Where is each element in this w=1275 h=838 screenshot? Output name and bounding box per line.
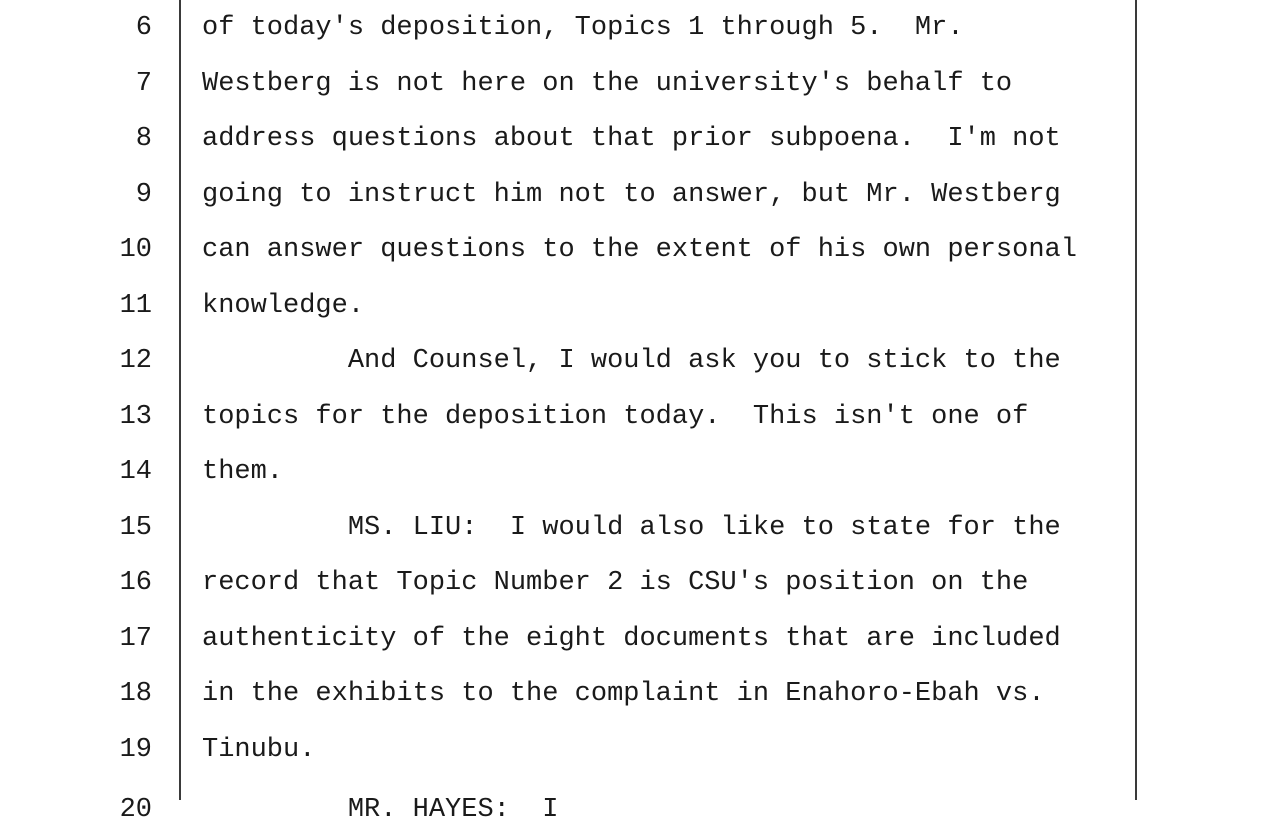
line-text: can answer questions to the extent of his own personal	[202, 235, 1077, 265]
transcript-line	[0, 111, 1275, 167]
line-number: 9	[135, 179, 152, 210]
line-number: 17	[119, 623, 152, 654]
transcript-line-partial	[0, 769, 1275, 825]
line-number: 8	[135, 124, 152, 154]
line-number: 12	[119, 346, 152, 376]
transcript-line	[0, 333, 1275, 389]
line-text: address questions about that prior subpoena. I'm not	[202, 124, 1061, 154]
transcript-line	[0, 611, 1275, 667]
transcript-line	[0, 500, 1275, 556]
line-text: topics for the deposition today. This isn't one of	[202, 401, 1029, 432]
line-text: Westberg is not here on the university's behalf to	[202, 68, 1013, 99]
transcript-line	[0, 0, 1275, 56]
transcript-line	[0, 278, 1275, 334]
line-number: 7	[135, 68, 152, 99]
line-number: 14	[119, 457, 152, 487]
line-text: MS. LIU: I would also like to state for the	[202, 512, 1061, 543]
line-number: 19	[119, 734, 152, 765]
transcript-line	[0, 555, 1275, 611]
line-number: 6	[135, 13, 152, 43]
transcript-line	[0, 444, 1275, 500]
line-number: 11	[119, 290, 152, 321]
line-number: 20	[119, 795, 152, 825]
line-text: authenticity of the eight documents that are included	[202, 623, 1061, 654]
line-text: record that Topic Number 2 is CSU's position on the	[202, 568, 1029, 598]
line-text: Tinubu.	[202, 734, 316, 765]
line-text: them.	[202, 457, 284, 487]
transcript-line	[0, 666, 1275, 722]
line-text: in the exhibits to the complaint in Enahoro-Ebah vs.	[202, 679, 1045, 709]
line-text: of today's deposition, Topics 1 through 5. Mr.	[202, 13, 964, 43]
transcript-line	[0, 56, 1275, 112]
transcript-line	[0, 222, 1275, 278]
line-number: 18	[119, 679, 152, 709]
line-text: MR. HAYES: I	[202, 795, 559, 825]
line-number: 10	[119, 235, 152, 265]
transcript-line	[0, 167, 1275, 223]
line-number: 15	[119, 512, 152, 543]
transcript-line	[0, 389, 1275, 445]
line-text: going to instruct him not to answer, but Mr. Westberg	[202, 179, 1061, 210]
line-text: knowledge.	[202, 290, 365, 321]
line-number: 13	[119, 401, 152, 432]
line-text: And Counsel, I would ask you to stick to the	[202, 346, 1061, 376]
line-number: 16	[119, 568, 152, 598]
